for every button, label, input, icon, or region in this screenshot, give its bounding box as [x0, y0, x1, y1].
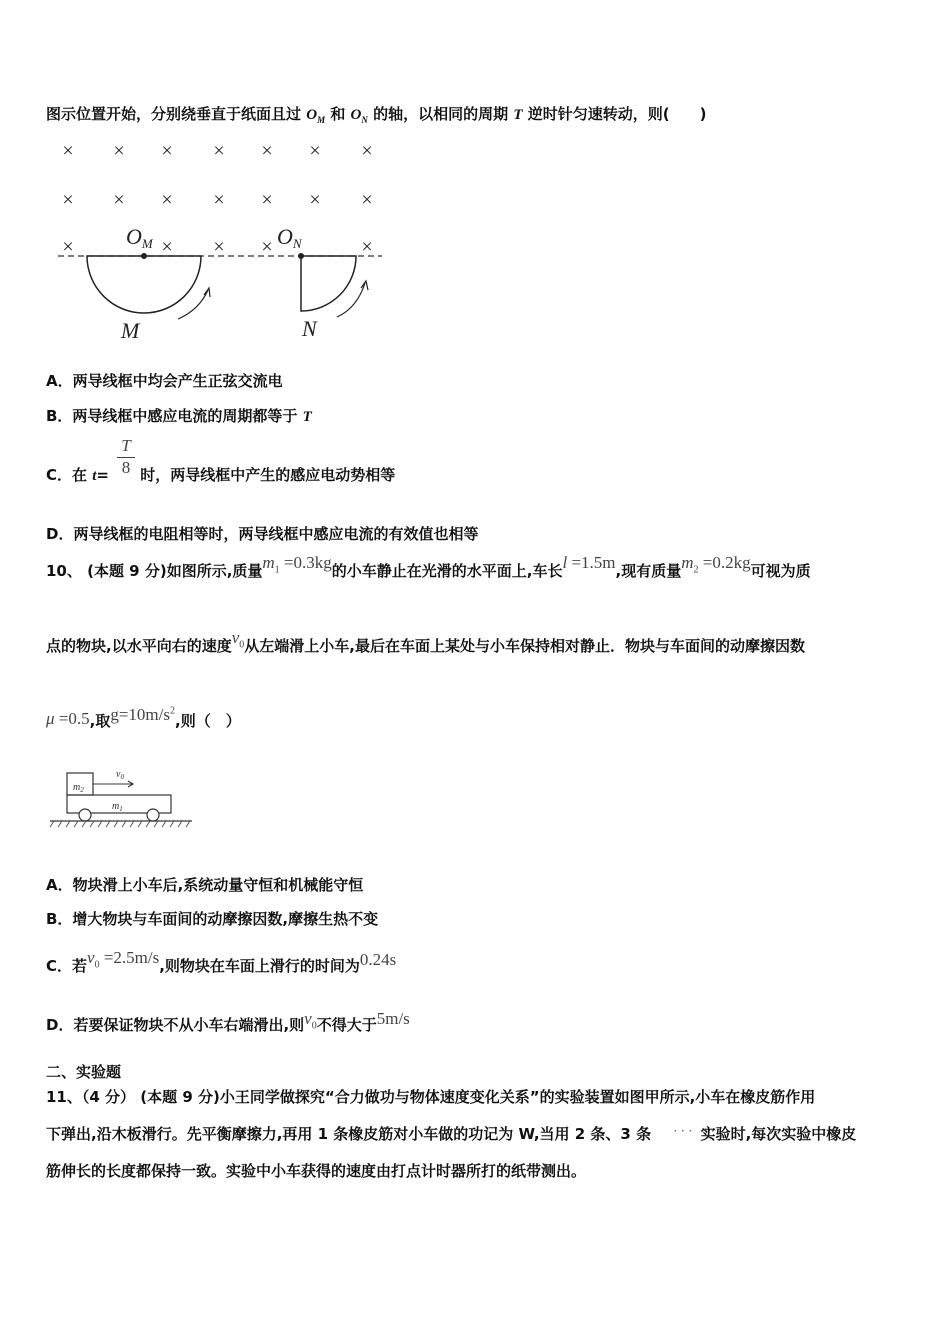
section-title: 二、实验题: [46, 1063, 122, 1081]
q10-line3: μ =0.5,取$g=10m/s^2$,则（ ）: [46, 705, 241, 730]
label-on: ON: [277, 224, 302, 251]
cross-mark: ×: [161, 140, 173, 162]
q11-line1: 11、（4 分） (本题 9 分)小王同学做探究“合力做功与物体速度变化关系”的实验装置如图甲所示,小车在橡皮筋作用: [46, 1088, 816, 1106]
cart-wheel: [79, 809, 91, 821]
cross-mark: ×: [161, 189, 173, 211]
cross-mark: ×: [213, 189, 225, 211]
cross-mark: ×: [62, 189, 74, 211]
rotation-arrow-n: [337, 283, 365, 317]
cross-mark: ×: [113, 189, 125, 211]
q9-option-a: A．两导线框中均会产生正弦交流电: [46, 372, 283, 390]
q10-line1: 10、 (本题 9 分)如图所示,质量$m_1 =0.3kg$的小车静止在光滑的水平面上,车长l =1.5m,现有质量$m_2 =0.2kg$可视为质: [46, 553, 811, 580]
q11-line3: 筋伸长的长度都保持一致。实验中小车获得的速度由打点计时器所打的纸带测出。: [46, 1162, 587, 1180]
cross-mark: ×: [309, 189, 321, 211]
q11-line2: 下弹出,沿木板滑行。先平衡摩擦力,再用 1 条橡皮筋对小车做的功记为 W,当用 2 条、3 条 · · · 实验时,每次实验中橡皮: [46, 1123, 857, 1143]
quarter-circle-frame-n: [301, 256, 356, 311]
q10-option-a: A．物块滑上小车后,系统动量守恒和机械能守恒: [46, 876, 364, 894]
cross-mark: ×: [62, 236, 74, 258]
q9-option-c: C．在 t= 时，两导线框中产生的感应电动势相等: [46, 466, 396, 484]
label-m: M: [121, 318, 140, 343]
q9-stem: 图示位置开始，分别绕垂直于纸面且过 $O_M$ 和 $O_N$ 的轴，以相同的周期 T 逆时针匀速转动，则( ): [46, 105, 707, 125]
cart-wheel: [147, 809, 159, 821]
cross-mark: ×: [361, 236, 373, 258]
q9-fraction-t8: $\frac{T}{8}$: [115, 436, 137, 478]
pivot-on: [298, 253, 304, 259]
q9-figure: [46, 138, 391, 343]
q10-option-d: D．若要保证物块不从小车右端滑出,则$v_0$不得大于5m/s: [46, 1009, 410, 1034]
svg-text:v0: $v_0$: [116, 769, 124, 781]
svg-text:m2: $m_2$: [73, 782, 84, 794]
label-n: N: [302, 316, 317, 341]
q10-figure: [46, 764, 196, 830]
rotation-arrow-m: [178, 290, 208, 319]
cross-mark: ×: [361, 140, 373, 162]
q10-line2: 点的物块,以水平向右的速度$v_0$从左端滑上小车,最后在车面上某处与小车保持相对静止．物块与车面间的动摩擦因数: [46, 628, 805, 655]
cross-mark: ×: [161, 236, 173, 258]
q9-option-b: B．两导线框中感应电流的周期都等于 T: [46, 407, 312, 425]
cross-mark: ×: [261, 189, 273, 211]
pivot-om: [141, 253, 147, 259]
cross-mark: ×: [309, 140, 321, 162]
semicircle-frame-m: [87, 256, 201, 313]
cross-mark: ×: [261, 140, 273, 162]
cross-mark: ×: [62, 140, 74, 162]
cross-mark: ×: [113, 140, 125, 162]
cross-mark: ×: [261, 236, 273, 258]
cross-mark: ×: [213, 236, 225, 258]
cross-mark: ×: [213, 140, 225, 162]
label-om: OM: [126, 224, 153, 251]
svg-text:m1: $m_1$: [112, 801, 123, 813]
q10-option-c: C．若$v_0 =2.5m/s$,则物块在车面上滑行的时间为0.24s: [46, 948, 397, 975]
cross-mark: ×: [361, 189, 373, 211]
q10-option-b: B．增大物块与车面间的动摩擦因数,摩擦生热不变: [46, 910, 379, 928]
q9-option-d: D．两导线框的电阻相等时，两导线框中感应电流的有效值也相等: [46, 525, 479, 543]
